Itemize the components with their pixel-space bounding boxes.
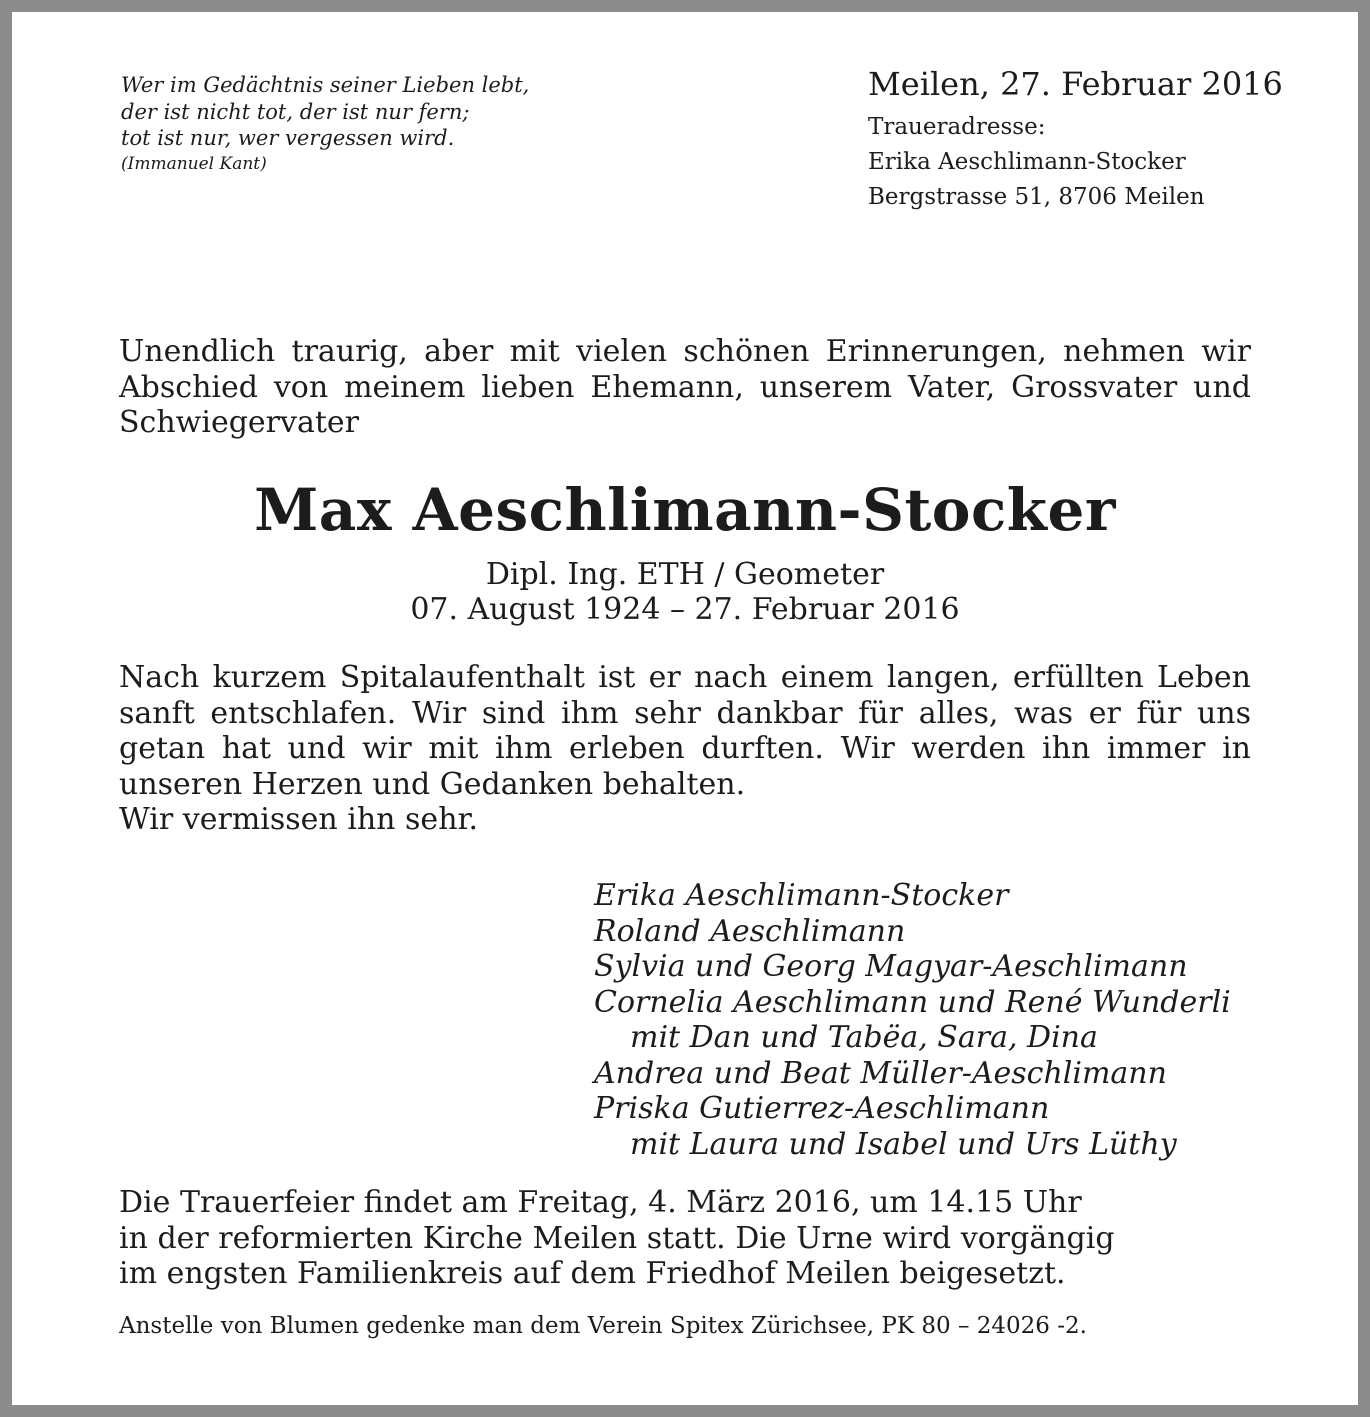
mourner-entry: Erika Aeschlimann-Stocker xyxy=(594,878,1009,913)
mourner-entry: Sylvia und Georg Magyar-Aeschlimann xyxy=(594,949,1188,984)
ceremony-notice xyxy=(119,1185,1251,1292)
mourner-entry: Roland Aeschlimann xyxy=(594,913,906,949)
mourner-entry: Andrea und Beat Müller-Aeschlimann xyxy=(594,1055,1167,1091)
mourning-address xyxy=(868,110,1205,215)
address-label: Traueradresse: xyxy=(868,114,1046,140)
intro-paragraph: Unendlich traurig, aber mit vielen schönen Erinnerungen, nehmen wir Abschied von meinem lieben Ehemann, unserem Vater, Grossvater und Schwiegervater xyxy=(119,334,1251,440)
body-line: Nach kurzem Spitalaufenthalt ist er nach einem langen, erfüllten Leben xyxy=(119,660,1251,695)
quote-attribution: (Immanuel Kant) xyxy=(121,153,267,174)
deceased-title: Dipl. Ing. ETH / Geometer xyxy=(485,557,885,592)
place-date: Meilen, 27. Februar 2016 xyxy=(868,65,1283,103)
donation-note: Anstelle von Blumen gedenke man dem Verein Spitex Zürichsee, PK 80 – 24026 -2. xyxy=(119,1313,1087,1339)
quote-line: tot ist nur, wer vergessen wird. xyxy=(121,126,455,150)
body-line: getan hat und wir mit ihm erleben durften. Wir werden ihn immer in xyxy=(119,731,1251,766)
body-paragraph xyxy=(119,660,1251,838)
body-line: sanft entschlafen. Wir sind ihm sehr dankbar für alles, was er für uns xyxy=(119,695,1251,731)
deceased-name: Max Aeschlimann-Stocker xyxy=(254,476,1116,544)
mourner-entry: mit Dan und Tabëa, Sara, Dina xyxy=(630,1020,1098,1055)
ceremony-line: im engsten Familienkreis auf dem Friedhof Meilen beigesetzt. xyxy=(119,1256,1066,1291)
mourners-list xyxy=(594,878,1274,1162)
memorial-quote xyxy=(121,72,641,176)
obituary-page xyxy=(12,12,1358,1405)
mourner-entry: mit Laura und Isabel und Urs Lüthy xyxy=(630,1126,1177,1162)
quote-line: der ist nicht tot, der ist nur fern; xyxy=(121,99,470,124)
body-line: Wir vermissen ihn sehr. xyxy=(119,802,479,837)
mourner-entry: Priska Gutierrez-Aeschlimann xyxy=(594,1091,1050,1126)
ceremony-line: in der reformierten Kirche Meilen statt. Die Urne wird vorgängig xyxy=(119,1220,1115,1256)
deceased-life-dates: 07. August 1924 – 27. Februar 2016 xyxy=(410,592,960,627)
quote-line: Wer im Gedächtnis seiner Lieben lebt, xyxy=(121,73,530,97)
address-street: Bergstrasse 51, 8706 Meilen xyxy=(868,184,1205,210)
address-name: Erika Aeschlimann-Stocker xyxy=(868,149,1186,175)
ceremony-line: Die Trauerfeier findet am Freitag, 4. März 2016, um 14.15 Uhr xyxy=(119,1185,1082,1220)
body-line: unseren Herzen und Gedanken behalten. xyxy=(119,766,746,802)
mourner-entry: Cornelia Aeschlimann und René Wunderli xyxy=(594,984,1231,1020)
